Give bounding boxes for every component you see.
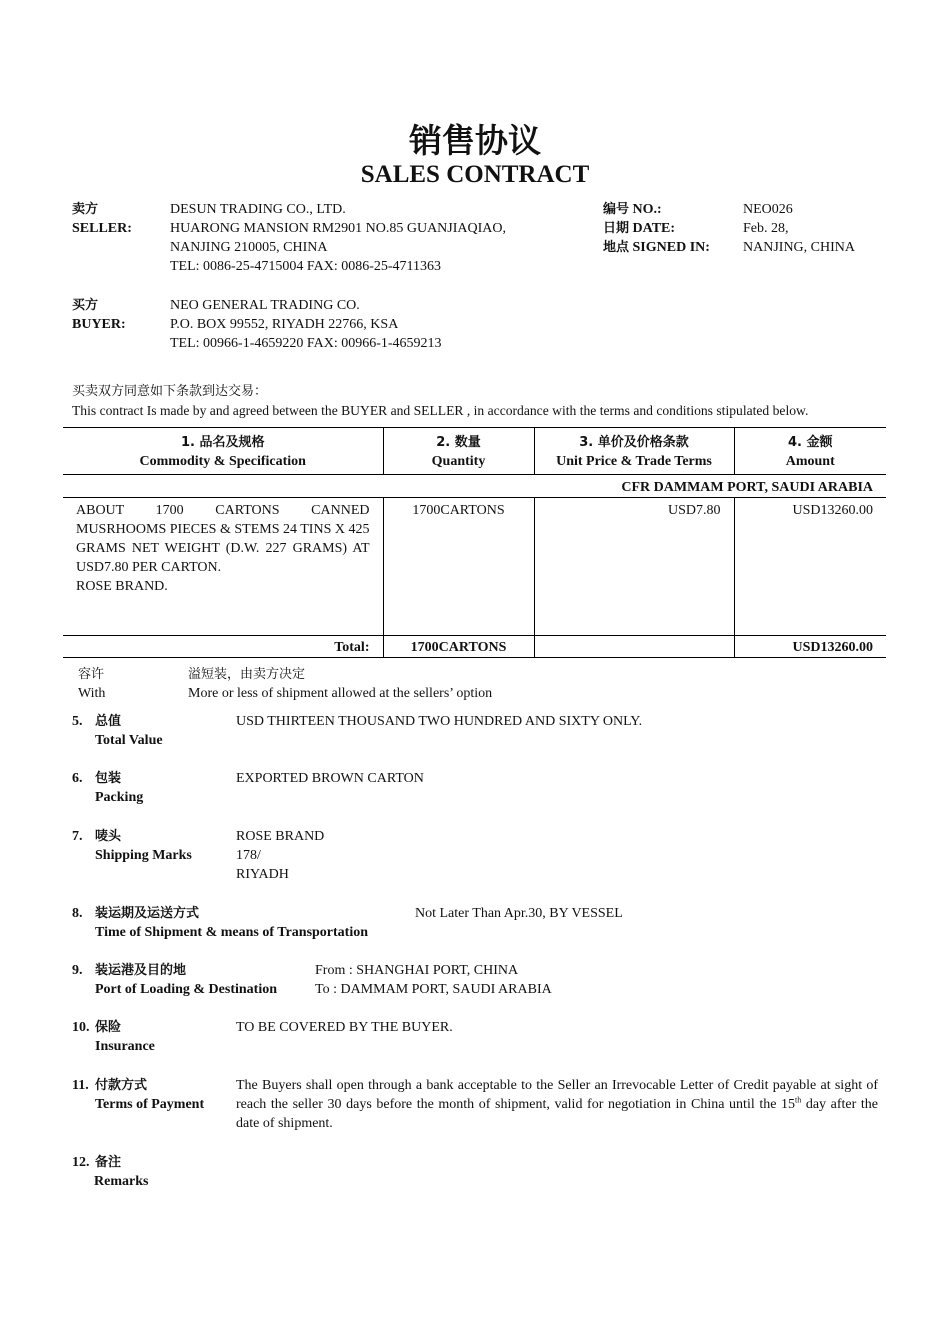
section-6-label-cn: 包装: [95, 771, 122, 786]
quantity-cell: 1700CARTONS: [383, 498, 534, 636]
commodity-description: ABOUT 1700 CARTONS CANNED MUSRHOOMS PIECES & STEMS 24 TINS X 425 GRAMS NET WEIGHT (D.W. 227 GRAMS) AT USD7.80 PER CARTON.: [76, 503, 370, 575]
section-9-label-en: Port of Loading & Destination: [95, 982, 277, 997]
signed-in-value: NANJING, CHINA: [743, 240, 855, 255]
section-12-label-cn: 备注: [95, 1155, 122, 1170]
section-6-number: 6.: [72, 771, 83, 786]
agreement-cn: 买卖双方同意如下条款到达交易：: [72, 384, 268, 399]
shipping-marks-line-3: RIYADH: [236, 867, 289, 882]
signed-in-label: 地点 SIGNED IN:: [603, 240, 710, 255]
section-9-label-cn: 装运港及目的地: [95, 963, 187, 978]
port-of-loading: From : SHANGHAI PORT, CHINA: [315, 963, 519, 978]
table-header-row: [63, 428, 886, 475]
section-7-number: 7.: [72, 829, 83, 844]
section-11-label-en: Terms of Payment: [95, 1097, 205, 1112]
section-9-number: 9.: [72, 963, 83, 978]
shipping-marks-line-2: 178/: [236, 848, 261, 863]
shipping-marks-line-1: ROSE BRAND: [236, 829, 325, 844]
section-5-label-en: Total Value: [95, 733, 163, 748]
header-amount: 4. 金额 Amount: [734, 428, 886, 475]
title-english: SALES CONTRACT: [360, 161, 590, 188]
port-of-destination: To : DAMMAM PORT, SAUDI ARABIA: [315, 982, 552, 997]
seller-label-en: SELLER:: [72, 221, 132, 236]
date-value: Feb. 28,: [743, 221, 789, 236]
date-label: 日期 DATE:: [603, 221, 676, 236]
total-row: [63, 636, 886, 658]
insurance-value: TO BE COVERED BY THE BUYER.: [236, 1020, 453, 1035]
tolerance-value-cn: 溢短装，由卖方决定: [188, 667, 306, 682]
section-7-label-cn: 唛头: [95, 829, 122, 844]
table-row: [63, 498, 886, 636]
payment-terms: The Buyers shall open through a bank acceptable to the Seller an Irrevocable Letter of Credit payable at sight of reach the seller 30 days before the month of shipment, valid for negotiation in China until the 15th day after the date of shipment.: [236, 1078, 878, 1131]
section-8-label-cn: 装运期及运送方式: [95, 906, 200, 921]
header-quantity: 2. 数量 Quantity: [383, 428, 534, 475]
buyer-label-cn: 买方: [72, 298, 99, 313]
section-5-label-cn: 总值: [95, 714, 122, 729]
buyer-address: P.O. BOX 99552, RIYADH 22766, KSA: [170, 317, 399, 332]
buyer-contact: TEL: 00966-1-4659220 FAX: 00966-1-4659213: [170, 336, 442, 351]
seller-contact: TEL: 0086-25-4715004 FAX: 0086-25-4711363: [170, 259, 442, 274]
buyer-name: NEO GENERAL TRADING CO.: [170, 298, 360, 313]
contract-no-value: NEO026: [743, 202, 793, 217]
total-amount: USD13260.00: [734, 636, 886, 658]
goods-table: [63, 427, 886, 658]
total-quantity: 1700CARTONS: [383, 636, 534, 658]
section-10-number: 10.: [72, 1020, 90, 1035]
section-12-label-en: Remarks: [94, 1174, 149, 1189]
section-10-label-cn: 保险: [95, 1020, 122, 1035]
tolerance-label-en: With: [78, 686, 106, 701]
section-11-label-cn: 付款方式: [95, 1078, 148, 1093]
commodity-brand: ROSE BRAND.: [76, 579, 168, 594]
header-unit-price: 3. 单价及价格条款 Unit Price & Trade Terms: [534, 428, 734, 475]
trade-terms-row: [63, 475, 886, 498]
unit-price-cell: USD7.80: [534, 498, 734, 636]
seller-address-1: HUARONG MANSION RM2901 NO.85 GUANJIAQIAO,: [170, 221, 506, 236]
total-label: Total:: [63, 636, 383, 658]
section-8-number: 8.: [72, 906, 83, 921]
section-7-label-en: Shipping Marks: [95, 848, 192, 863]
section-8-label-en: Time of Shipment & means of Transportation: [95, 925, 369, 940]
agreement-en: This contract Is made by and agreed between the BUYER and SELLER , in accordance with the terms and conditions stipulated below.: [72, 403, 809, 418]
section-6-label-en: Packing: [95, 790, 144, 805]
shipment-time-value: Not Later Than Apr.30, BY VESSEL: [415, 906, 623, 921]
section-5-number: 5.: [72, 714, 83, 729]
trade-terms: CFR DAMMAM PORT, SAUDI ARABIA: [63, 475, 886, 498]
header-commodity: 1. 品名及规格 Commodity & Specification: [63, 428, 383, 475]
seller-label-cn: 卖方: [72, 202, 99, 217]
total-unit-price-empty: [534, 636, 734, 658]
title-chinese: 销售协议: [409, 121, 541, 160]
buyer-label-en: BUYER:: [72, 317, 126, 332]
seller-address-2: NANJING 210005, CHINA: [170, 240, 328, 255]
total-value: USD THIRTEEN THOUSAND TWO HUNDRED AND SIXTY ONLY.: [236, 714, 643, 729]
packing-value: EXPORTED BROWN CARTON: [236, 771, 424, 786]
commodity-cell: [63, 498, 383, 636]
section-12-number: 12.: [72, 1155, 90, 1170]
section-10-label-en: Insurance: [95, 1039, 155, 1054]
seller-name: DESUN TRADING CO., LTD.: [170, 202, 346, 217]
amount-cell: USD13260.00: [734, 498, 886, 636]
tolerance-label-cn: 容许: [78, 667, 105, 682]
contract-no-label: 编号 NO.:: [603, 202, 662, 217]
tolerance-value-en: More or less of shipment allowed at the sellers’ option: [188, 686, 493, 701]
section-11-number: 11.: [72, 1078, 89, 1093]
